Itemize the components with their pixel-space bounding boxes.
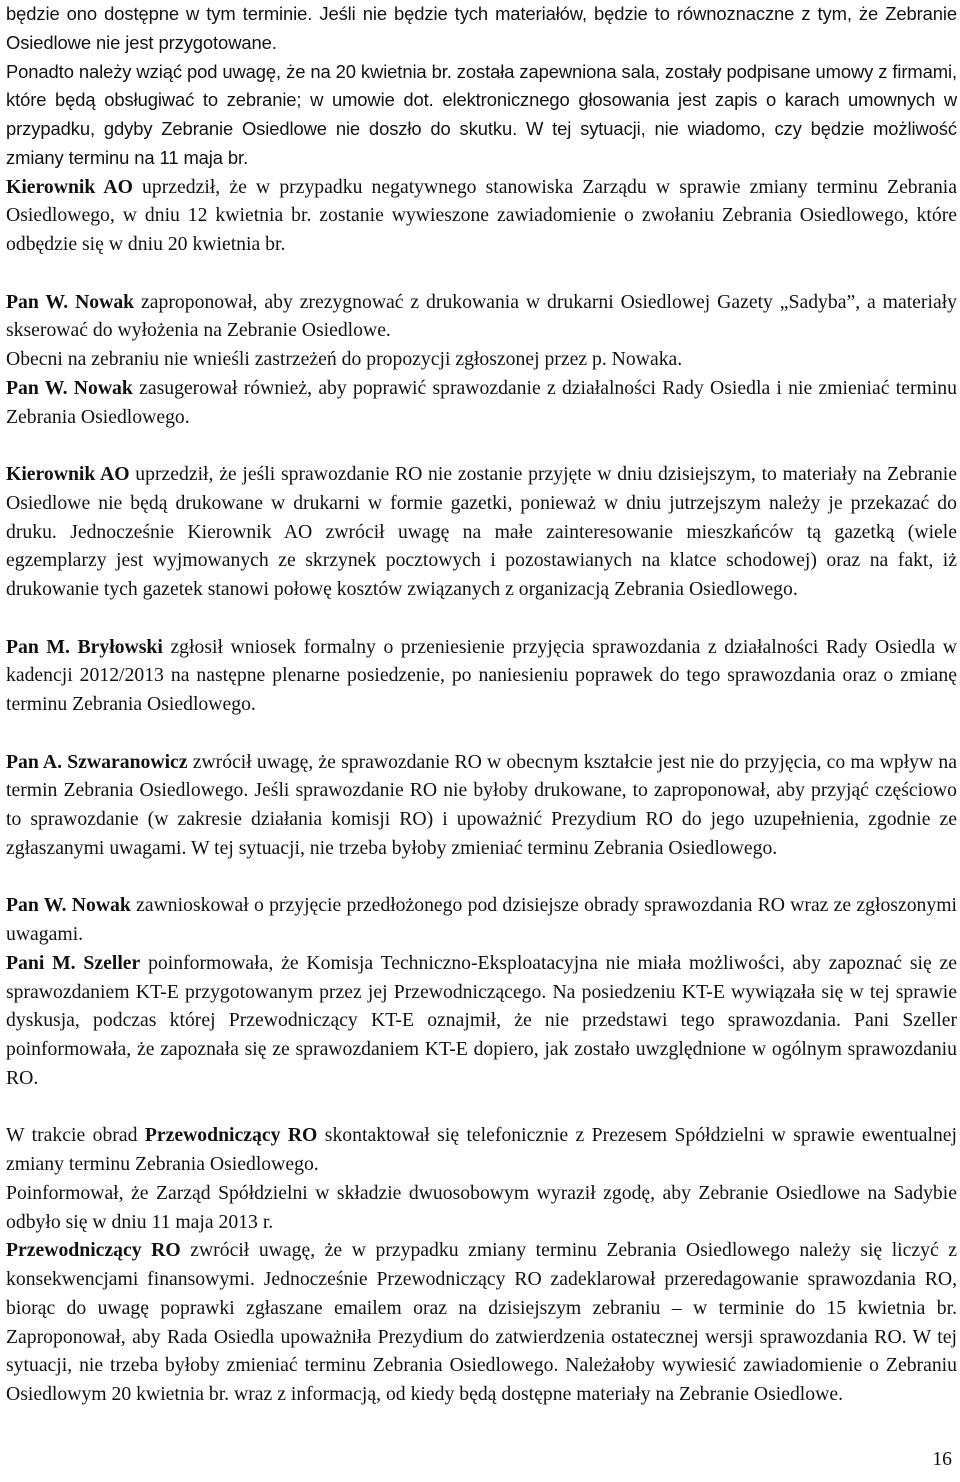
paragraph-gap [6, 259, 957, 288]
paragraph-nowak-proposal [6, 288, 957, 346]
speaker-title: Pan W. [6, 376, 74, 399]
speaker-name: Szeller [83, 951, 141, 974]
paragraph-board-consent [6, 1179, 957, 1237]
speaker-title: Pan W. [6, 894, 72, 917]
speaker-title: Pan A. [6, 750, 68, 773]
paragraph-text: Poinformował, że Zarząd Spółdzielni w składzie dwuosobowym wyraził zgodę, aby Zebranie Osiedlowe na Sadybie odbyło się w dniu 11 maja 2013 r. [6, 1181, 957, 1233]
paragraph-gap [6, 863, 957, 892]
paragraph-text: uprzedził, że w przypadku negatywnego stanowiska Zarządu w sprawie zmiany terminu Zebrania Osiedlowego, w dniu 12 kwietnia br. zostanie wywieszone zawiadomienie o zwołaniu Zebrania Osiedlowego, które odbędzie się w dniu 20 kwietnia br. [6, 175, 957, 255]
speaker-name: Kierownik AO [6, 175, 133, 198]
paragraph-brylowski-motion [6, 633, 957, 719]
speaker-title: Pan W. [6, 290, 76, 313]
paragraph-text: skontaktował się telefonicznie z Prezesem Spółdzielni w sprawie ewentualnej zmiany terminu Zebrania Osiedlowego. [6, 1124, 958, 1175]
paragraph-chair-remark [6, 1236, 957, 1409]
paragraph-text: Obecni na zebraniu nie wnieśli zastrzeżeń do propozycji zgłoszonej przez p. Nowaka. [6, 348, 683, 370]
paragraph-gap [6, 719, 957, 748]
paragraph-text: zawnioskował o przyjęcie przedłożonego pod dzisiejsze obrady sprawozdania RO wraz ze zgłoszonymi uwagami. [6, 894, 958, 945]
speaker-name: Nowak [71, 894, 131, 917]
paragraph-nowak-suggestion [6, 374, 957, 432]
speaker-name: Przewodniczący RO [6, 1239, 181, 1262]
paragraph-text: zaproponował, aby zrezygnować z drukowania w drukarni Osiedlowej Gazety „Sadyba”, a materiały skserować do wyłożenia na Zebranie Osiedlowe. [6, 290, 958, 342]
paragraph-text: uprzedził, że jeśli sprawozdanie RO nie zostanie przyjęte w dniu dzisiejszym, to materiały na Zebranie Osiedlowe nie będą drukowane w drukarni w formie gazetki, ponieważ w dniu jutrzejszym należy je przekazać do druku. Jednocześnie Kierownik AO zwrócił uwagę na małe zainteresowanie mieszkańców tą gazetką (wiele egzemplarzy jest wyjmowanych ze skrzynek pocztowych i pozostawianych na klatce schodowej) oraz na fakt, iż drukowanie tych gazetek stanowi połowę kosztów związanych z organizacją Zebrania Osiedlowego. [6, 463, 957, 600]
paragraph-text: W trakcie obrad [6, 1124, 145, 1147]
paragraph-no-objections [6, 345, 957, 374]
paragraph-kierownik-print [6, 460, 957, 604]
paragraph-chair-contact [6, 1121, 957, 1179]
speaker-name: Bryłowski [77, 635, 163, 658]
paragraph-text: będzie ono dostępne w tym terminie. Jeśli nie będzie tych materiałów, będzie to równoznaczne z tym, że Zebranie Osiedlowe nie jest przygotowane. [6, 3, 957, 53]
page-number: 16 [932, 1448, 952, 1470]
paragraph-nowak-motion [6, 891, 957, 949]
speaker-title: Pan M. [6, 635, 78, 658]
paragraph-gap [6, 604, 957, 633]
paragraph-availability [6, 0, 957, 173]
speaker-name: Nowak [73, 376, 133, 399]
paragraph-gap [6, 431, 957, 460]
paragraph-text: zwrócił uwagę, że sprawozdanie RO w obecnym kształcie jest nie do przyjęcia, co ma wpływ na termin Zebrania Osiedlowego. Jeśli sprawozdanie RO nie byłoby drukowane, to zaproponował, aby przyjąć częściowo to sprawozdanie (w zakresie działania komisji RO) i upoważnić Prezydium RO do jego uzupełnienia, zgodnie ze zgłaszanymi uwagami. W tej sytuacji, nie trzeba byłoby zmieniać terminu Zebrania Osiedlowego. [6, 750, 957, 859]
paragraph-text: poinformowała, że Komisja Techniczno-Eksploatacyjna nie miała możliwości, aby zapoznać się ze sprawozdaniem KT-E przygotowanym przez jej Przewodniczącego. Na posiedzeniu KT-E wywiązała się w tej sprawie dyskusja, podczas której Przewodniczący KT-E oznajmił, że nie przedstawi tego sprawozdania. Pani Szeller poinformowała, że zapoznała się ze sprawozdaniem KT-E dopiero, jak zostało uwzględnione w ogólnym sprawozdaniu RO. [6, 951, 957, 1089]
speaker-name: Nowak [75, 290, 135, 313]
paragraph-text: Ponadto należy wziąć pod uwagę, że na 20 kwietnia br. została zapewniona sala, zostały podpisane umowy z firmami, które będą obsługiwać to zebranie; w umowie dot. elektronicznego głosowania jest zapis o karach umownych w przypadku, gdyby Zebranie Osiedlowe nie doszło do skutku. W tej sytuacji, nie wiadomo, czy będzie możliwość zmiany terminu na 11 maja br. [6, 60, 957, 168]
paragraph-kierownik-warning [6, 173, 957, 259]
speaker-name: Kierownik AO [6, 463, 130, 485]
speaker-name: Szwaranowicz [67, 750, 188, 773]
paragraph-szeller-info [6, 949, 957, 1093]
paragraph-text: zwrócił uwagę, że w przypadku zmiany terminu Zebrania Osiedlowego należy się liczyć z konsekwencjami finansowymi. Jednocześnie Przewodniczący RO zadeklarował przeredagowanie sprawozdania RO, biorąc do uwagę poprawki zgłaszane emailem oraz na dzisiejszym zebraniu – w terminie do 15 kwietnia br. Zaproponował, aby Rada Osiedla upoważniła Prezydium do zatwierdzenia ostatecznej wersji sprawozdania RO. W tej sytuacji, nie trzeba byłoby zmieniać terminu Zebrania Osiedlowego. Należałoby wywiesić zawiadomienie o Zebraniu Osiedlowym 20 kwietnia br. wraz z informacją, od kiedy będą dostępne materiały na Zebranie Osiedlowe. [6, 1239, 957, 1405]
paragraph-text: zasugerował również, aby poprawić sprawozdanie z działalności Rady Osiedla i nie zmieniać terminu Zebrania Osiedlowego. [6, 376, 957, 428]
speaker-name: Przewodniczący RO [144, 1124, 318, 1147]
speaker-title: Pani M. [6, 951, 84, 974]
paragraph-text: zgłosił wniosek formalny o przeniesienie przyjęcia sprawozdania z działalności Rady Osiedla w kadencji 2012/2013 na następne plenarne posiedzenie, po naniesieniu poprawek do tego sprawozdania oraz o zmianę terminu Zebrania Osiedlowego. [6, 635, 957, 715]
paragraph-szwaranowicz-remark [6, 748, 957, 863]
paragraph-gap [6, 1093, 957, 1122]
